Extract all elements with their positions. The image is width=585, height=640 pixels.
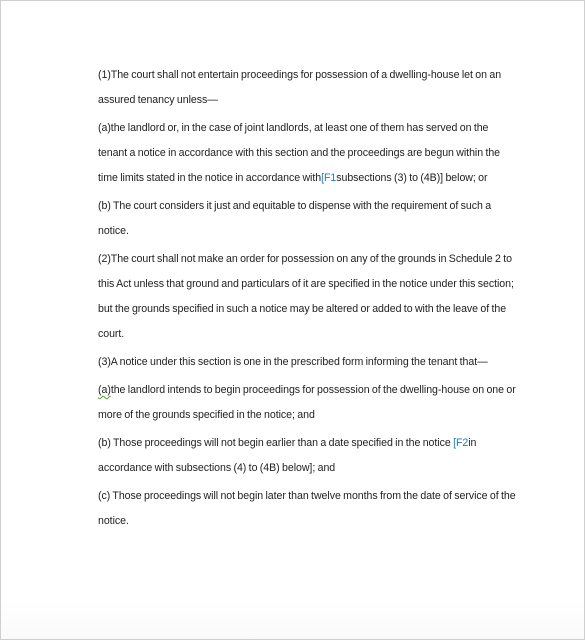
paragraph-text: (3)A notice under this section is one in the prescribed form informing the tenant that— — [98, 356, 488, 368]
paragraph-1a — [98, 116, 518, 191]
page-bottom-shade — [1, 599, 584, 639]
paragraph-text: (b) The court considers it just and equitable to dispense with the requirement of such a notice. — [98, 200, 492, 237]
paragraph-text: subsections (3) to (4B)] below; or — [336, 172, 488, 184]
document-body — [98, 63, 518, 534]
paragraph-3 — [98, 350, 518, 375]
paragraph-text: (a)the landlord or, in the case of joint landlords, at least one of them has served on the tenant a notice in accordance with this section and the proceedings are begun within the time limits stated in the notice in accordance with — [98, 122, 501, 184]
amendment-link-f2[interactable]: [F2 — [453, 437, 469, 449]
paragraph-text: (c) Those proceedings will not begin later than twelve months from the date of service of the notice. — [98, 490, 516, 527]
paragraph-text: the landlord intends to begin proceedings for possession of the dwelling-house on one or more of the grounds specified in the notice; and — [98, 384, 516, 421]
spellcheck-marked-text[interactable]: (a) — [98, 384, 111, 396]
paragraph-3a — [98, 378, 518, 428]
paragraph-3c — [98, 484, 518, 534]
paragraph-1b — [98, 194, 518, 244]
amendment-link-f1[interactable]: [F1 — [321, 172, 337, 184]
paragraph-text: (1)The court shall not entertain proceedings for possession of a dwelling-house let on an assured tenancy unless— — [98, 69, 502, 106]
paragraph-text: (b) Those proceedings will not begin earlier than a date specified in the notice — [98, 437, 454, 449]
paragraph-text: in accordance with subsections (4) to (4B) below]; and — [98, 437, 477, 474]
paragraph-3b — [98, 431, 518, 481]
paragraph-1 — [98, 63, 518, 113]
paragraph-text: (2)The court shall not make an order for possession on any of the grounds in Schedule 2 to this Act unless that ground and particulars of it are specified in the notice under this section; but the grounds specified in such a notice may be altered or added to with the leave of the court. — [98, 253, 514, 340]
paragraph-2 — [98, 247, 518, 347]
